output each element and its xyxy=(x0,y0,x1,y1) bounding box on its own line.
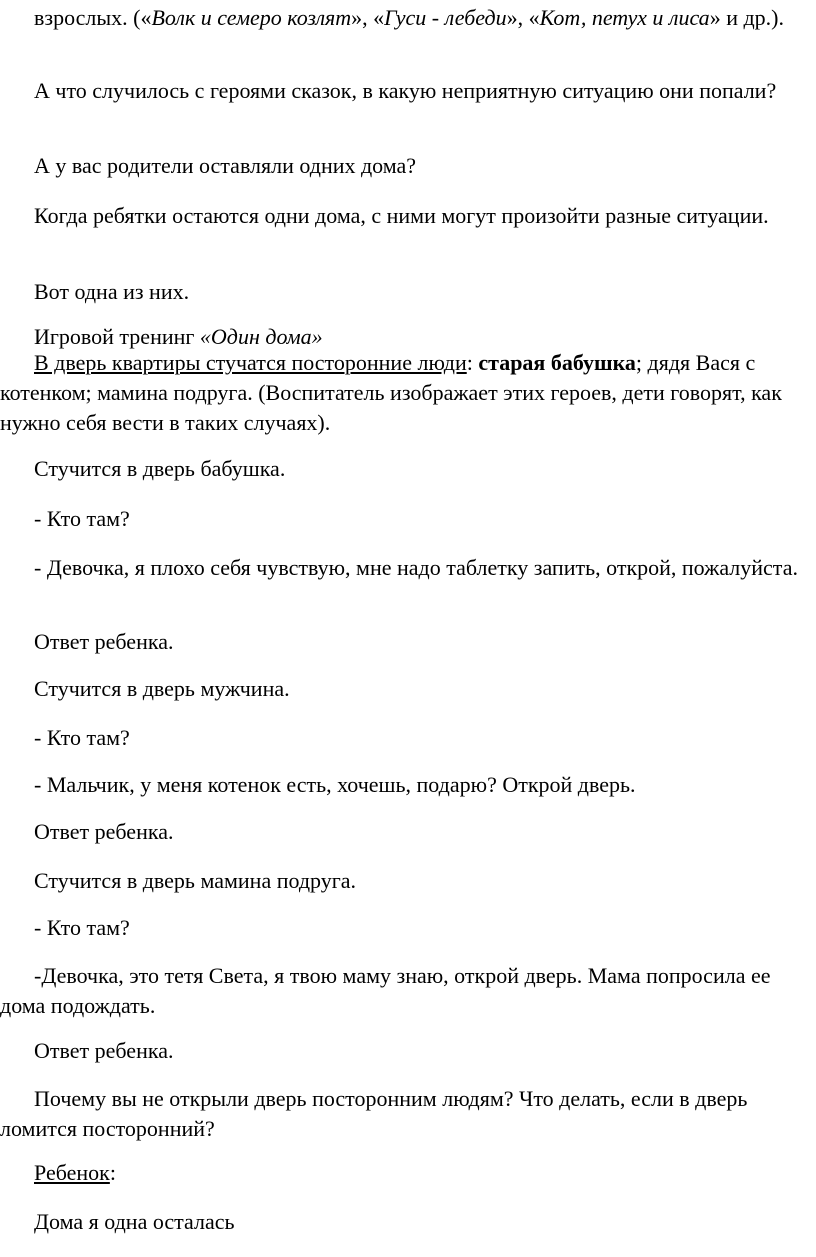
paragraph-fairy-tales: взрослых. («Волк и семеро козлят», «Гуси - лебеди», «Кот, петух и лиса» и др.). xyxy=(34,5,784,30)
tale-title-1: Волк и семеро козлят xyxy=(151,5,352,30)
bold-phrase: старая бабушка xyxy=(478,350,636,375)
paragraph-why-not-open: Почему вы не открыли дверь посторонним людям? Что делать, если в дверь ломится посторонний? xyxy=(0,1086,748,1141)
child-label: Ребенок xyxy=(34,1160,110,1185)
paragraph-child-answer-3: Ответ ребенка. xyxy=(34,1038,174,1063)
paragraph-child-label: Ребенок: xyxy=(34,1160,116,1185)
tale-title-2: Гуси - лебеди xyxy=(384,5,507,30)
training-name: «Один дома» xyxy=(199,324,323,349)
tale-title-3: Кот, петух и лиса xyxy=(539,5,710,30)
paragraph-man-speech: - Мальчик, у меня котенок есть, хочешь, подарю? Открой дверь. xyxy=(34,772,636,797)
underlined-phrase: В дверь квартиры стучатся посторонние люди xyxy=(34,350,467,375)
paragraph-grandma-speech: - Девочка, я плохо себя чувствую, мне надо таблетку запить, открой, пожалуйста. xyxy=(34,555,798,580)
paragraph-question-heroes: А что случилось с героями сказок, в какую неприятную ситуацию они попали? xyxy=(34,78,777,103)
paragraph-man-knocks: Стучится в дверь мужчина. xyxy=(34,676,290,701)
paragraph-child-answer-2: Ответ ребенка. xyxy=(34,819,174,844)
paragraph-who-is-there-2: - Кто там? xyxy=(34,725,130,750)
paragraph-training-title: Игровой тренинг «Один дома» xyxy=(34,324,323,349)
paragraph-friend-speech: -Девочка, это тетя Света, я твою маму знаю, открой дверь. Мама попросила ее дома подождать. xyxy=(0,963,771,1018)
paragraph-home-alone-line: Дома я одна осталась xyxy=(34,1209,235,1234)
paragraph-child-answer-1: Ответ ребенка. xyxy=(34,629,174,654)
paragraph-children-alone: Когда ребятки остаются одни дома, с ними могут произойти разные ситуации. xyxy=(34,203,769,228)
paragraph-strangers: В дверь квартиры стучатся посторонние люди: старая бабушка; дядя Вася с котенком; мамина подруга. (Воспитатель изображает этих героев, дети говорят, как нужно себя вести в таких случаях). xyxy=(0,350,782,435)
paragraph-who-is-there-1: - Кто там? xyxy=(34,506,130,531)
paragraph-one-of-them: Вот одна из них. xyxy=(34,279,190,304)
paragraph-who-is-there-3: - Кто там? xyxy=(34,915,130,940)
paragraph-friend-knocks: Стучится в дверь мамина подруга. xyxy=(34,868,357,893)
paragraph-question-parents: А у вас родители оставляли одних дома? xyxy=(34,153,417,178)
paragraph-grandma-knocks: Стучится в дверь бабушка. xyxy=(34,456,286,481)
